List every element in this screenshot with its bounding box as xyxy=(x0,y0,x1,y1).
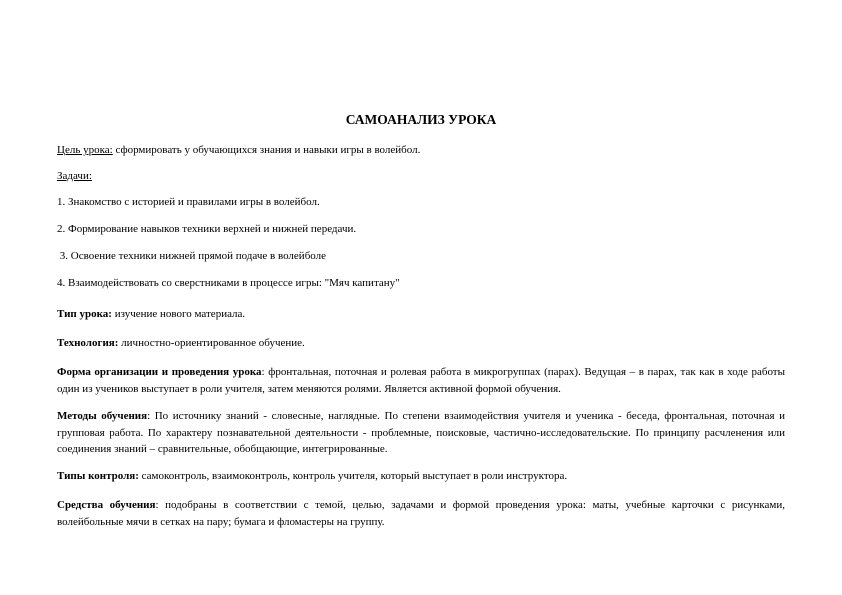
technology xyxy=(57,335,787,351)
control-types-text: самоконтроль, взаимоконтроль, контроль учителя, который выступает в роли инструктора. xyxy=(138,470,568,482)
lesson-goal-label: Цель урока: xyxy=(57,144,113,156)
lesson-type-text: изучение нового материала. xyxy=(111,308,246,320)
tasks-heading: Задачи: xyxy=(57,170,92,182)
teaching-methods-label: Методы обучения xyxy=(57,410,148,422)
control-types xyxy=(57,468,787,484)
teaching-means-label: Средства обучения xyxy=(57,499,156,511)
document-title: САМОАНАЛИЗ УРОКА xyxy=(345,112,497,127)
organization-form-text: : фронтальная, поточная и ролевая работа в микрогруппах (парах). Ведущая – в парах, так как в ходе работы один из учеников выступает в роли учителя, затем меняются ролями. Является активной формой обучения. xyxy=(57,366,785,395)
lesson-goal xyxy=(57,142,787,158)
technology-label: Технология: xyxy=(57,337,119,349)
task-item-4: 4. Взаимодействовать со сверстниками в процессе игры: "Мяч капитану" xyxy=(57,277,400,289)
task-item-1: 1. Знакомство с историей и правилами игры в волейбол. xyxy=(57,196,320,208)
organization-form-label: Форма организации и проведения урока xyxy=(57,366,262,378)
task-item-2: 2. Формирование навыков техники верхней и нижней передачи. xyxy=(57,223,357,235)
lesson-type-label: Тип урока: xyxy=(57,308,112,320)
task-item-3: 3. Освоение техники нижней прямой подаче в волейболе xyxy=(57,250,327,262)
technology-text: личностно-ориентированное обучение. xyxy=(118,337,305,349)
teaching-methods xyxy=(57,408,785,458)
lesson-goal-text: сформировать у обучающихся знания и навыки игры в волейбол. xyxy=(112,144,421,156)
control-types-label: Типы контроля: xyxy=(57,470,139,482)
lesson-type xyxy=(57,306,787,322)
organization-form xyxy=(57,364,785,397)
teaching-means xyxy=(57,497,785,530)
teaching-means-text: : подобраны в соответствии с темой, целью, задачами и формой проведения урока: маты, учебные карточки с рисунками, волейбольные мячи в сетках на пару; бумага и фломастеры на группу. xyxy=(57,499,785,528)
teaching-methods-text: : По источнику знаний - словесные, наглядные. По степени взаимодействия учителя и ученика - беседа, фронтальная, поточная и групповая работа. По характеру познавательной деятельности - проблемные, поисковые, частично-исследовательские. По принципу расчленения или соединения знаний – сравнительные, обобщающие, интегрированные. xyxy=(57,410,785,455)
